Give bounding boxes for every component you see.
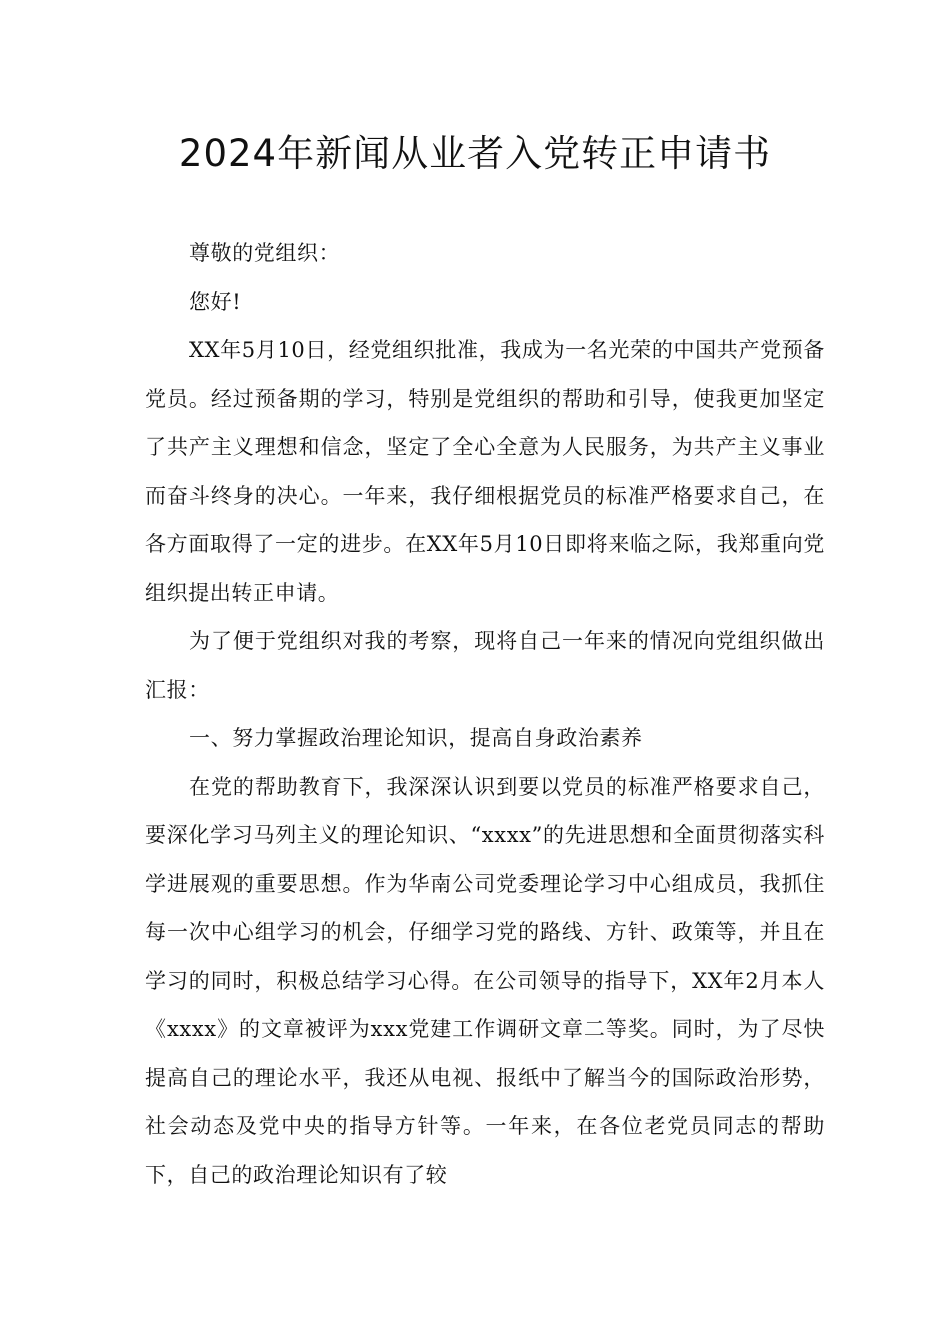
paragraph-report-intro: 为了便于党组织对我的考察，现将自己一年来的情况向党组织做出汇报： [145, 629, 825, 702]
section-heading: 一、努力掌握政治理论知识，提高自身政治素养 [189, 726, 643, 750]
document-body [145, 229, 825, 1199]
salutation: 尊敬的党组织： [189, 241, 341, 265]
greeting: 您好! [189, 289, 242, 314]
paragraph-probation: XX年5月10日，经党组织批准，我成为一名光荣的中国共产党预备党员。经过预备期的学习，特别是党组织的帮助和引导，使我更加坚定了共产主义理想和信念，坚定了全心全意为人民服务，为共产主义事业而奋斗终身的决心。一年来，我仔细根据党员的标准严格要求自己，在各方面取得了一定的进步。在XX年5月10日即将来临之际，我郑重向党组织提出转正申请。 [145, 338, 825, 605]
document-title: 2024年新闻从业者入党转正申请书 [178, 132, 772, 175]
section-paragraph: 在党的帮助教育下，我深深认识到要以党员的标准严格要求自己，要深化学习马列主义的理论知识、“xxxx”的先进思想和全面贯彻落实科学进展观的重要思想。作为华南公司党委理论学习中心组成员，我抓住每一次中心组学习的机会，仔细学习党的路线、方针、政策等，并且在学习的同时，积极总结学习心得。在公司领导的指导下，XX年2月本人《xxxx》的文章被评为xxx党建工作调研文章二等奖。同时，为了尽快提高自己的理论水平，我还从电视、报纸中了解当今的国际政治形势，社会动态及党中央的指导方针等。一年来，在各位老党员同志的帮助下，自己的政治理论知识有了较 [145, 774, 825, 1187]
